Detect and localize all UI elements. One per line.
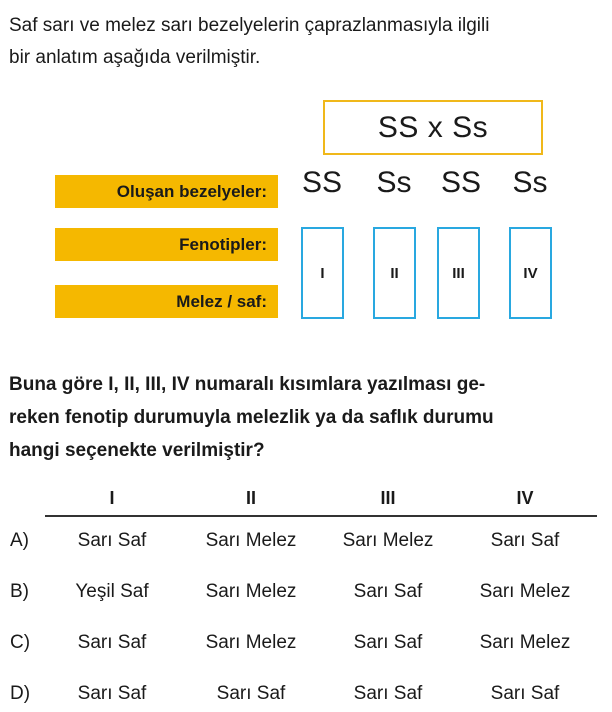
box-i: I (301, 227, 344, 319)
table-divider (45, 515, 597, 517)
option-a-letter[interactable]: A) (10, 530, 29, 551)
option-c-cell-3[interactable]: Sarı Saf (353, 632, 423, 653)
genotype-3: SS (440, 166, 482, 199)
option-c-cell-4[interactable]: Sarı Melez (479, 632, 571, 653)
box-ii: II (373, 227, 416, 319)
genotype-1: SS (301, 166, 343, 199)
option-c-cell-2[interactable]: Sarı Melez (205, 632, 297, 653)
option-a-cell-3[interactable]: Sarı Melez (342, 530, 434, 551)
intro-line-1: Saf sarı ve melez sarı bezelyelerin çaprazlanmasıyla ilgili (9, 15, 490, 36)
cross-box: SS x Ss (323, 100, 543, 155)
option-c-letter[interactable]: C) (10, 632, 31, 653)
intro-line-2: bir anlatım aşağıda verilmiştir. (9, 47, 261, 68)
option-b-cell-2[interactable]: Sarı Melez (205, 581, 297, 602)
genotype-4: Ss (512, 166, 548, 199)
box-iv: IV (509, 227, 552, 319)
label-melez-saf: Melez / saf: (55, 285, 278, 318)
option-b-cell-4[interactable]: Sarı Melez (479, 581, 571, 602)
option-b-letter[interactable]: B) (10, 581, 29, 602)
intro-text (9, 10, 609, 74)
question-text (9, 368, 609, 467)
option-d-cell-4[interactable]: Sarı Saf (490, 683, 560, 704)
column-header-iii: III (380, 488, 396, 508)
question-line-2: reken fenotip durumuyla melezlik ya da saflık durumu (9, 407, 494, 428)
label-olusan-bezelyeler: Oluşan bezelyeler: (55, 175, 278, 208)
column-header-iv: IV (516, 488, 534, 508)
option-d-letter[interactable]: D) (10, 683, 31, 704)
option-d-cell-3[interactable]: Sarı Saf (353, 683, 423, 704)
option-d-cell-1[interactable]: Sarı Saf (77, 683, 147, 704)
option-a-cell-4[interactable]: Sarı Saf (490, 530, 560, 551)
option-b-cell-1[interactable]: Yeşil Saf (75, 581, 149, 602)
option-d-cell-2[interactable]: Sarı Saf (216, 683, 286, 704)
box-iii: III (437, 227, 480, 319)
question-line-1: Buna göre I, II, III, IV numaralı kısımlara yazılması ge- (9, 374, 486, 395)
option-c-cell-1[interactable]: Sarı Saf (77, 632, 147, 653)
column-header-ii: II (245, 488, 256, 508)
option-a-cell-1[interactable]: Sarı Saf (77, 530, 147, 551)
label-fenotipler: Fenotipler: (55, 228, 278, 261)
genotype-2: Ss (376, 166, 412, 199)
question-line-3: hangi seçenekte verilmiştir? (9, 440, 265, 461)
option-b-cell-3[interactable]: Sarı Saf (353, 581, 423, 602)
option-a-cell-2[interactable]: Sarı Melez (205, 530, 297, 551)
column-header-i: I (109, 488, 115, 508)
